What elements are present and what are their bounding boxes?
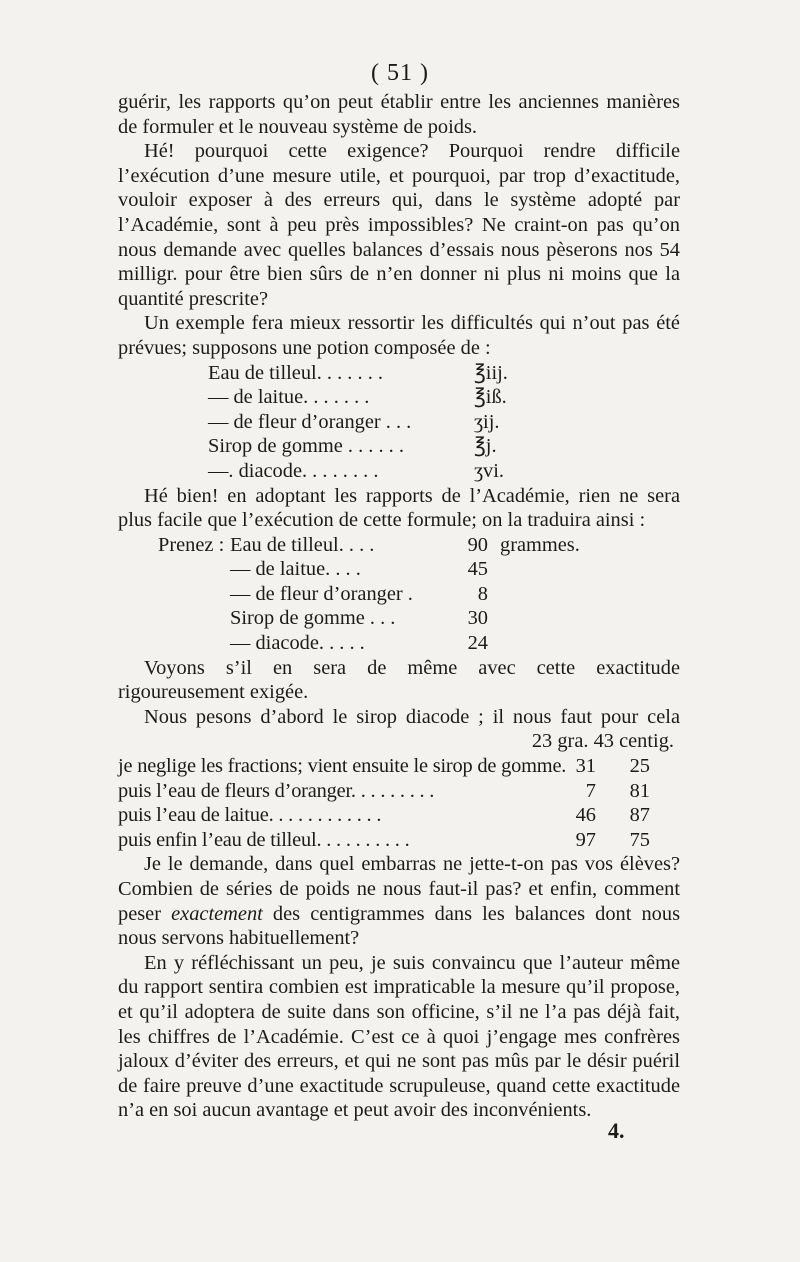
formula-quantity: 45 [467, 558, 488, 581]
formula-unit [488, 631, 500, 656]
recipe-ingredient: —. diacode. . . . . . . . [208, 459, 379, 482]
paragraph-intro-continuation: guérir, les rapports qu’on peut établir entre les anciennes manières de formuler et le nouveau système de poids. [118, 91, 680, 138]
formula-unit: grammes. [500, 533, 580, 556]
recipe-ingredient: — de laitue. . . . . . . [208, 386, 370, 409]
weighing-row [118, 779, 680, 804]
weighing-grams: 97 [575, 828, 596, 851]
recipe-row [118, 434, 680, 459]
formula-unit [488, 606, 500, 631]
formula-prefix [118, 557, 230, 582]
weighing-centigrams: 25 [629, 755, 650, 778]
recipe-quantity: ℥j. [474, 435, 497, 458]
formula-row [118, 631, 680, 656]
paragraph-demande-part2: des centigrammes dans les balances dont nous nous servons habituellement? [118, 902, 680, 950]
formula-ingredient: — diacode. . . . . [230, 632, 365, 655]
recipe-ingredient: Eau de tilleul. . . . . . . [208, 361, 383, 384]
formula-row [118, 582, 680, 607]
recipe-row [118, 361, 680, 386]
weighing-grams: 46 [575, 804, 596, 827]
recipe-quantity: ʒvi. [474, 459, 505, 482]
weighing-label: puis l’eau de fleurs d’oranger. . . . . . . . . [118, 779, 435, 802]
paragraph-exigence: Hé! pourquoi cette exigence? Pourquoi rendre difficile l’exécution d’une mesure utile, et pourquoi, par trop d’exactitude, vouloir exposer à des erreurs qui, dans le système adopté par l’Académie, sont à peu près impossibles? Ne craint-on pas qu’on nous demande avec quelles balances d’essais nous pèserons nos 54 milligr. pour être bien sûrs de n’en donner ni plus ni moins que la quantité prescrite? [118, 140, 680, 310]
recipe-quantity: ℥iij. [474, 361, 508, 384]
recipe-list [118, 361, 680, 484]
formula-quantity: 8 [477, 582, 488, 605]
signature-mark: 4. [608, 1118, 625, 1143]
recipe-row [118, 410, 680, 435]
weighing-centigrams: 75 [629, 828, 650, 851]
recipe-row [118, 459, 680, 484]
page-number: ( 51 ) [371, 60, 429, 86]
weighing-centigrams: 81 [629, 779, 650, 802]
formula-prefix: Prenez : [158, 533, 225, 556]
formula-ingredient: Eau de tilleul. . . . [230, 533, 375, 556]
paragraph-pesons: Nous pesons d’abord le sirop diacode ; il nous faut pour cela [144, 705, 680, 728]
translated-formula [118, 533, 680, 656]
paragraph-conclusion: En y réfléchissant un peu, je suis convaincu que l’auteur même du rapport sentira combien est impraticable la mesure qu’il propose, et qu’il adoptera de suite dans son officine, s’il ne l’a pas déjà fait, les chiffres de l’Académie. C’est ce à quoi j’engage mes confrères jaloux d’éviter des erreurs, et qui ne sont pas mûs par le désir puéril de faire preuve d’une exactitude scrupuleuse, quand cette exactitude n’a en soi aucun avantage et peut avoir des inconvénients. [118, 951, 680, 1122]
weighing-table [118, 729, 680, 852]
formula-unit [488, 557, 500, 582]
paragraph-traduction: Hé bien! en adoptant les rapports de l’Académie, rien ne sera plus facile que l’exécution de cette formule; on la traduira ainsi : [118, 484, 680, 532]
formula-prefix [118, 582, 230, 607]
weighing-label: puis l’eau de laitue. . . . . . . . . . . . [118, 804, 382, 827]
formula-unit [488, 582, 500, 607]
recipe-quantity: ℥iß. [474, 386, 507, 409]
recipe-ingredient: — de fleur d’oranger . . . [208, 410, 412, 433]
formula-quantity: 90 [467, 533, 488, 556]
weighing-row [118, 828, 680, 853]
formula-quantity: 30 [467, 607, 488, 630]
weighing-grams: 7 [585, 779, 596, 802]
weighing-label: puis enfin l’eau de tilleul. . . . . . . . . . [118, 828, 410, 851]
formula-row [118, 533, 680, 558]
weighing-first-value: 23 gra. 43 centig. [531, 730, 674, 753]
formula-row [118, 557, 680, 582]
formula-prefix [118, 606, 230, 631]
paragraph-exemple: Un exemple fera mieux ressortir les difficultés qui n’out pas été prévues; supposons une potion composée de : [118, 312, 680, 359]
formula-ingredient: Sirop de gomme . . . [230, 607, 396, 630]
formula-quantity: 24 [467, 632, 488, 655]
recipe-row [118, 385, 680, 410]
paragraph-demande [118, 852, 680, 950]
formula-row [118, 606, 680, 631]
page-body [118, 90, 680, 1123]
paragraph-demande-emphasis: exactement [171, 902, 263, 925]
formula-ingredient: — de laitue. . . . [230, 558, 361, 581]
paragraph-demande-part1: Je le demande, dans quel embarras ne jette-t-on pas vos élèves? Combien de séries de poids ne nous faut-il pas? et enfin, comment peser [118, 853, 680, 925]
recipe-quantity: ʒij. [474, 410, 500, 433]
formula-prefix [118, 631, 230, 656]
weighing-row [118, 754, 680, 779]
paragraph-voyons: Voyons s’il en sera de même avec cette exactitude rigoureusement exigée. [118, 656, 680, 704]
weighing-row [118, 803, 680, 828]
formula-ingredient: — de fleur d’oranger . [230, 582, 413, 605]
weighing-label: je neglige les fractions; vient ensuite le sirop de gomme. [118, 755, 567, 778]
weighing-grams: 31 [575, 755, 596, 778]
recipe-ingredient: Sirop de gomme . . . . . . [208, 435, 404, 458]
weighing-centigrams: 87 [629, 804, 650, 827]
